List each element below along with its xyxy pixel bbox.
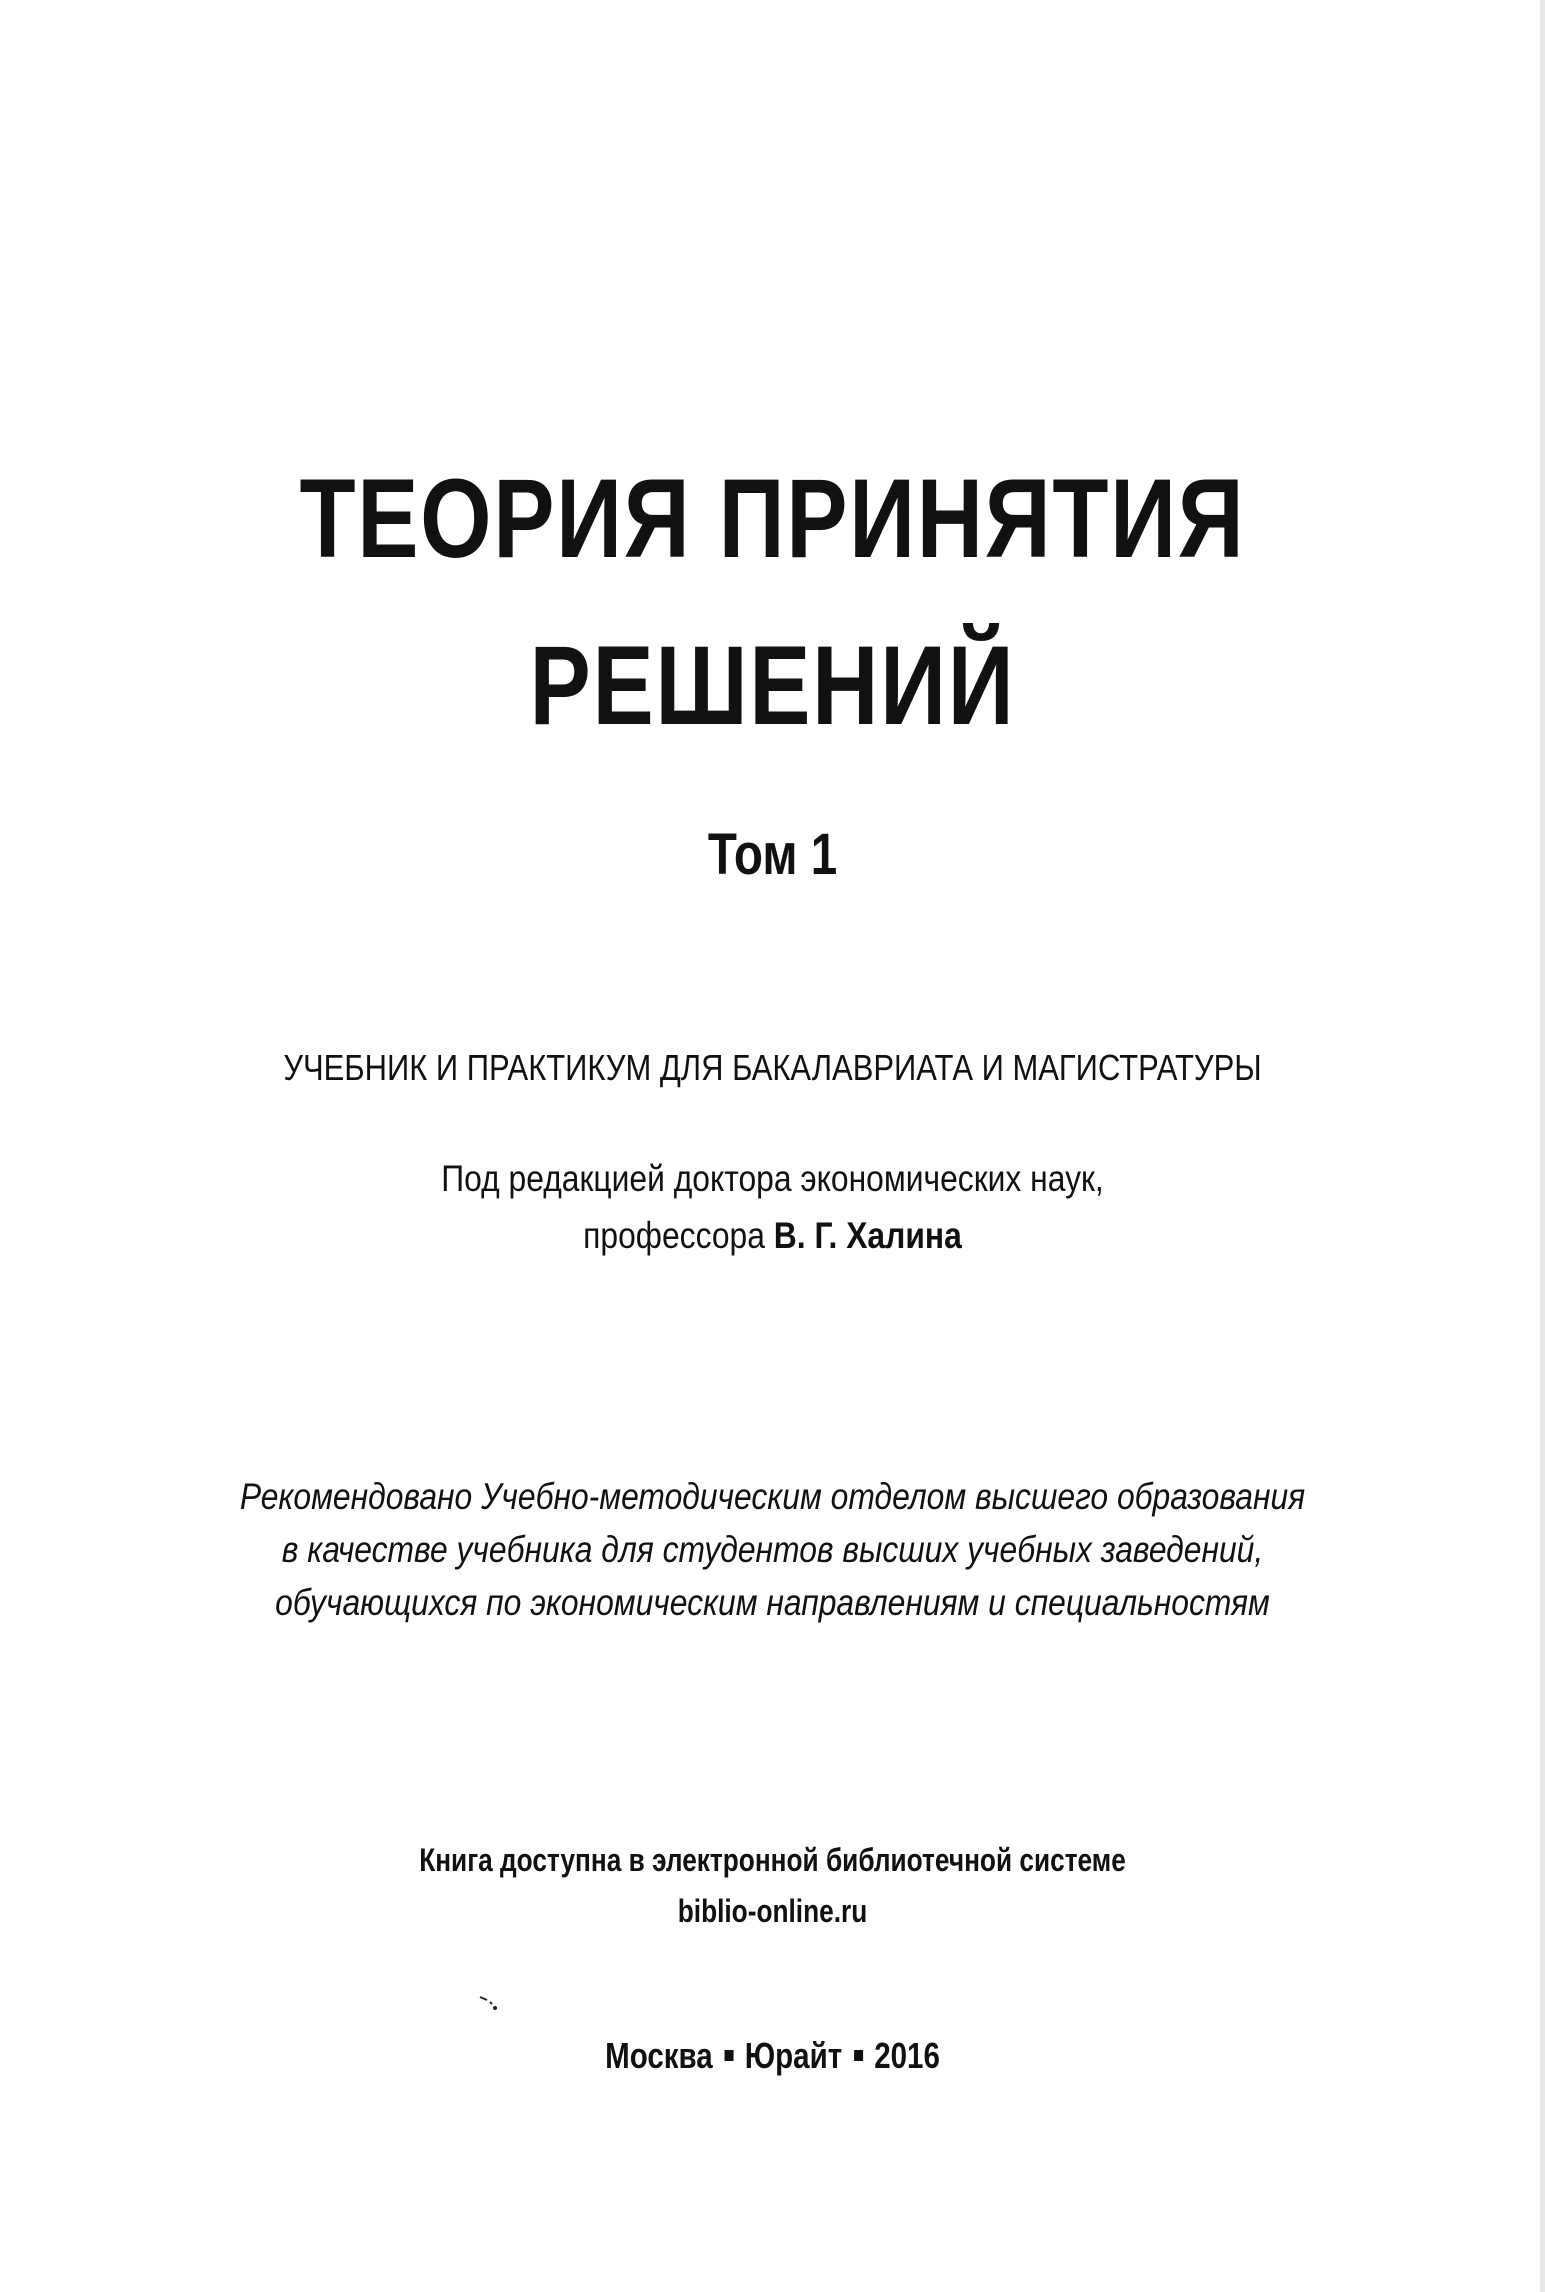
imprint-separator <box>724 2050 733 2061</box>
imprint-publisher: Юрайт <box>744 2035 843 2076</box>
book-subtitle: УЧЕБНИК И ПРАКТИКУМ ДЛЯ БАКАЛАВРИАТА И МАГИСТРАТУРЫ <box>283 1047 1262 1088</box>
recommendation-line-1: Рекомендовано Учебно-методическим отделом высшего образования <box>239 1476 1306 1517</box>
imprint <box>139 2035 1406 2076</box>
recommendation-line-2: в качестве учебника для студентов высших учебных заведений, <box>281 1529 1264 1570</box>
book-title-line-1: ТЕОРИЯ ПРИНЯТИЯ <box>299 456 1246 581</box>
volume-label: Том 1 <box>707 822 838 887</box>
editor-title-prefix: профессора <box>583 1215 765 1256</box>
editor-line-2 <box>108 1217 1437 1254</box>
editor-line-1: Под редакцией доктора экономических наук, <box>441 1158 1104 1199</box>
editor-name: В. Г. Халина <box>773 1215 962 1256</box>
imprint-separator <box>854 2050 863 2061</box>
imprint-year: 2016 <box>874 2035 940 2076</box>
availability-line-1: Книга доступна в электронной библиотечной системе <box>419 1842 1126 1878</box>
book-title-line-2: РЕШЕНИЙ <box>529 623 1016 748</box>
scan-speck-mark <box>478 1994 500 2012</box>
scan-edge-shadow <box>1540 0 1545 2292</box>
imprint-city: Москва <box>605 2035 713 2076</box>
availability-url: biblio-online.ru <box>677 1893 868 1929</box>
recommendation-line-3: обучающихся по экономическим направлениям и специальностям <box>275 1582 1270 1623</box>
